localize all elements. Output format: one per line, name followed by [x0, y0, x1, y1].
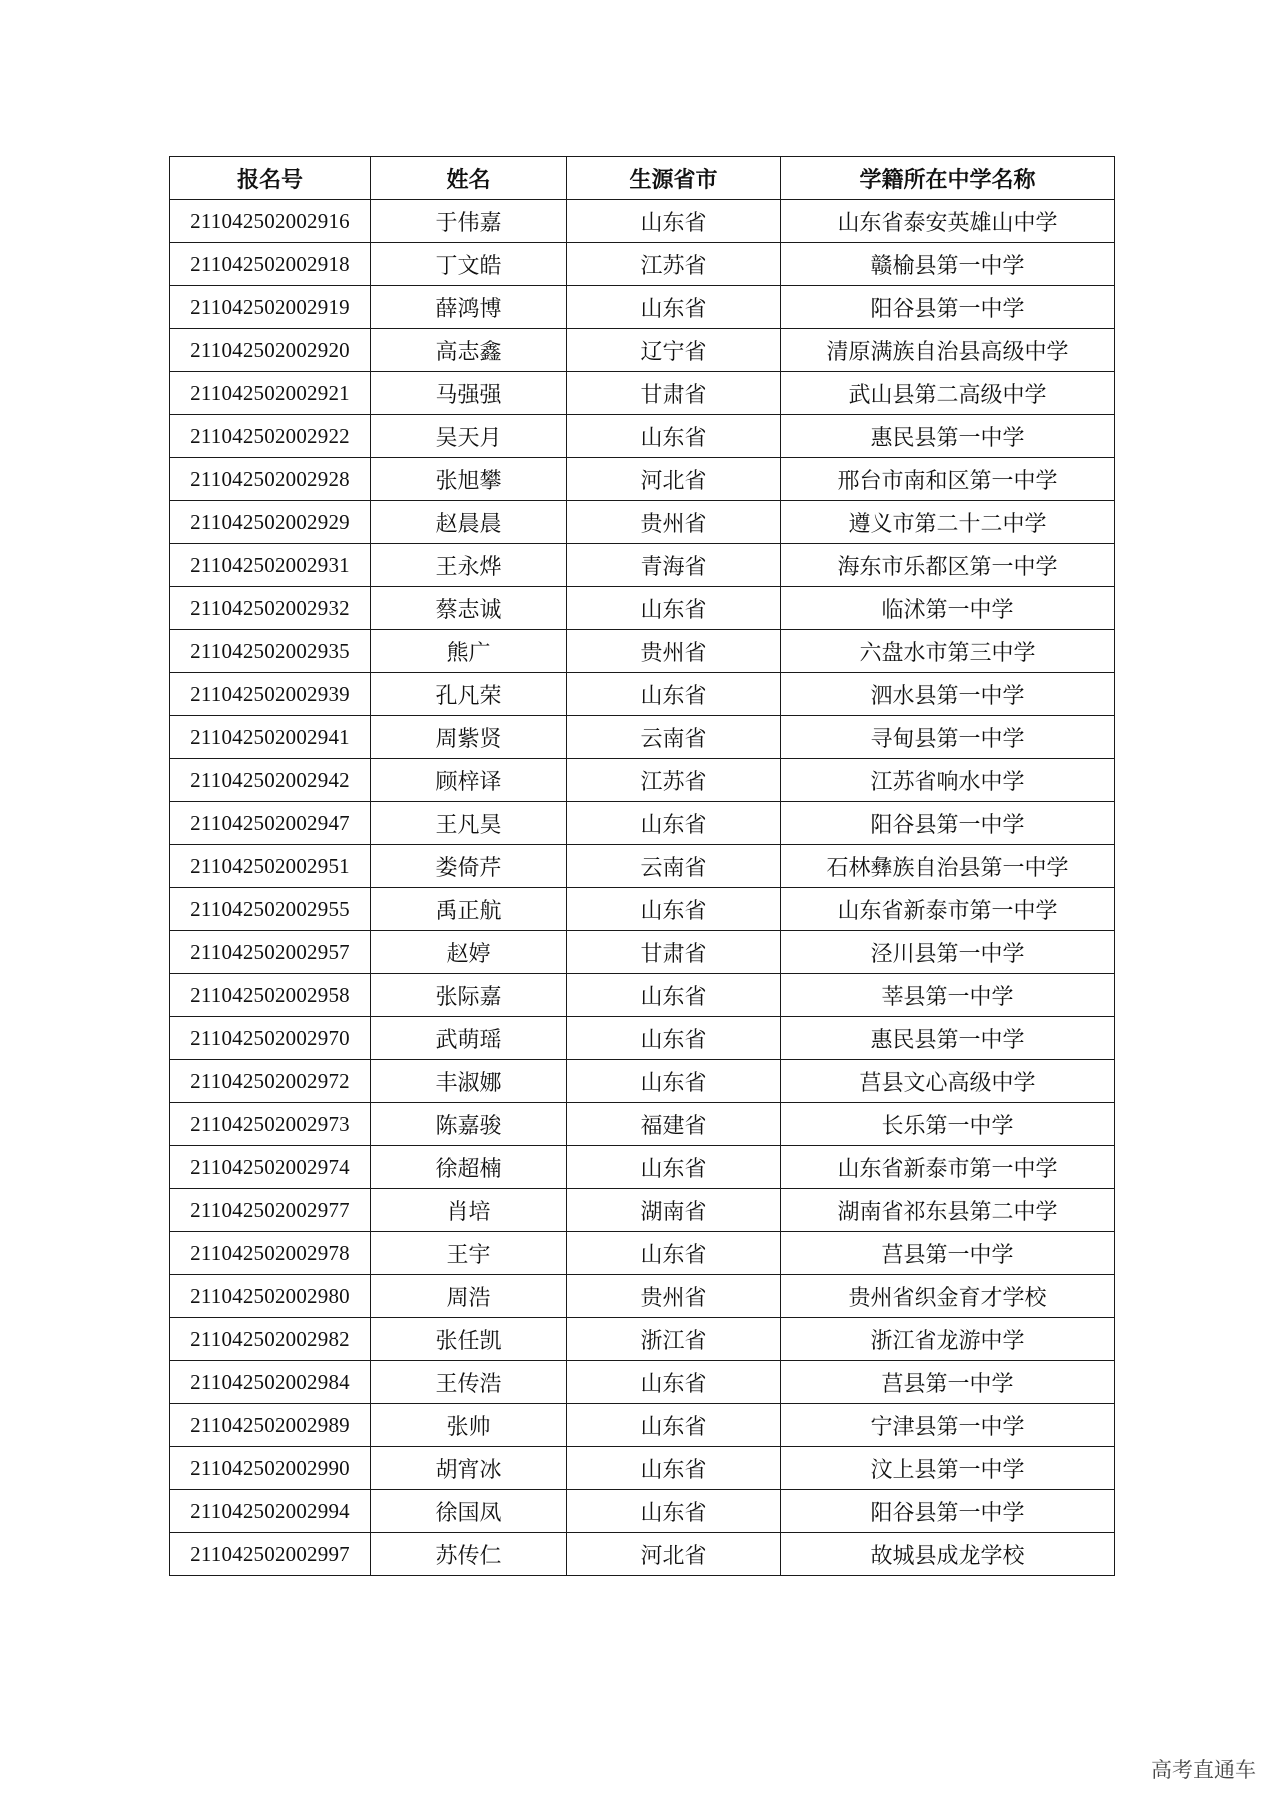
- school-cell: 武山县第二高级中学: [781, 372, 1115, 415]
- school-cell: 山东省新泰市第一中学: [781, 888, 1115, 931]
- province-cell: 山东省: [567, 200, 781, 243]
- province-cell: 福建省: [567, 1103, 781, 1146]
- registration-number-cell: 211042502002989: [170, 1404, 371, 1447]
- registration-number-cell: 211042502002935: [170, 630, 371, 673]
- province-cell: 河北省: [567, 1533, 781, 1576]
- registration-number-cell: 211042502002918: [170, 243, 371, 286]
- school-cell: 海东市乐都区第一中学: [781, 544, 1115, 587]
- table-row: [170, 888, 1115, 931]
- name-cell: 王永烨: [371, 544, 567, 587]
- registration-number-cell: 211042502002941: [170, 716, 371, 759]
- province-cell: 山东省: [567, 286, 781, 329]
- school-cell: 故城县成龙学校: [781, 1533, 1115, 1576]
- table-row: [170, 544, 1115, 587]
- table-row: [170, 845, 1115, 888]
- registration-number-cell: 211042502002958: [170, 974, 371, 1017]
- name-cell: 徐超楠: [371, 1146, 567, 1189]
- table-row: [170, 1447, 1115, 1490]
- school-cell: 贵州省织金育才学校: [781, 1275, 1115, 1318]
- registration-number-cell: 211042502002932: [170, 587, 371, 630]
- province-cell: 山东省: [567, 888, 781, 931]
- province-cell: 江苏省: [567, 759, 781, 802]
- school-cell: 江苏省响水中学: [781, 759, 1115, 802]
- registration-number-cell: 211042502002972: [170, 1060, 371, 1103]
- province-cell: 云南省: [567, 716, 781, 759]
- province-cell: 贵州省: [567, 630, 781, 673]
- table-row: [170, 716, 1115, 759]
- table-row: [170, 802, 1115, 845]
- table-body: [170, 200, 1115, 1576]
- table-row: [170, 501, 1115, 544]
- name-cell: 王传浩: [371, 1361, 567, 1404]
- registration-number-cell: 211042502002973: [170, 1103, 371, 1146]
- registration-number-cell: 211042502002922: [170, 415, 371, 458]
- school-cell: 惠民县第一中学: [781, 1017, 1115, 1060]
- province-cell: 山东省: [567, 1361, 781, 1404]
- province-cell: 青海省: [567, 544, 781, 587]
- table-row: [170, 1404, 1115, 1447]
- registration-number-cell: 211042502002921: [170, 372, 371, 415]
- registration-number-cell: 211042502002951: [170, 845, 371, 888]
- table-row: [170, 458, 1115, 501]
- name-cell: 肖培: [371, 1189, 567, 1232]
- name-cell: 王宇: [371, 1232, 567, 1275]
- registration-number-cell: 211042502002928: [170, 458, 371, 501]
- province-cell: 江苏省: [567, 243, 781, 286]
- table-row: [170, 931, 1115, 974]
- registration-number-cell: 211042502002978: [170, 1232, 371, 1275]
- name-cell: 赵婷: [371, 931, 567, 974]
- school-cell: 山东省新泰市第一中学: [781, 1146, 1115, 1189]
- registration-number-cell: 211042502002990: [170, 1447, 371, 1490]
- school-cell: 邢台市南和区第一中学: [781, 458, 1115, 501]
- province-cell: 山东省: [567, 1447, 781, 1490]
- name-cell: 徐国凤: [371, 1490, 567, 1533]
- province-cell: 山东省: [567, 1060, 781, 1103]
- province-cell: 甘肃省: [567, 931, 781, 974]
- table-row: [170, 1103, 1115, 1146]
- header-name: 姓名: [371, 157, 567, 200]
- registration-number-cell: 211042502002931: [170, 544, 371, 587]
- name-cell: 丁文皓: [371, 243, 567, 286]
- name-cell: 武萌瑶: [371, 1017, 567, 1060]
- name-cell: 顾梓译: [371, 759, 567, 802]
- school-cell: 石林彝族自治县第一中学: [781, 845, 1115, 888]
- name-cell: 蔡志诚: [371, 587, 567, 630]
- name-cell: 娄倚芹: [371, 845, 567, 888]
- registration-number-cell: 211042502002947: [170, 802, 371, 845]
- registration-number-cell: 211042502002942: [170, 759, 371, 802]
- table-row: [170, 243, 1115, 286]
- name-cell: 孔凡荣: [371, 673, 567, 716]
- province-cell: 山东省: [567, 673, 781, 716]
- name-cell: 张际嘉: [371, 974, 567, 1017]
- school-cell: 莘县第一中学: [781, 974, 1115, 1017]
- table-row: [170, 630, 1115, 673]
- table-row: [170, 286, 1115, 329]
- province-cell: 辽宁省: [567, 329, 781, 372]
- province-cell: 贵州省: [567, 501, 781, 544]
- name-cell: 赵晨晨: [371, 501, 567, 544]
- registration-number-cell: 211042502002957: [170, 931, 371, 974]
- school-cell: 莒县文心高级中学: [781, 1060, 1115, 1103]
- registration-number-cell: 211042502002977: [170, 1189, 371, 1232]
- school-cell: 泗水县第一中学: [781, 673, 1115, 716]
- table-row: [170, 1275, 1115, 1318]
- table-row: [170, 587, 1115, 630]
- name-cell: 胡宵冰: [371, 1447, 567, 1490]
- registration-number-cell: 211042502002980: [170, 1275, 371, 1318]
- school-cell: 阳谷县第一中学: [781, 286, 1115, 329]
- table-row: [170, 1533, 1115, 1576]
- province-cell: 湖南省: [567, 1189, 781, 1232]
- school-cell: 莒县第一中学: [781, 1361, 1115, 1404]
- school-cell: 泾川县第一中学: [781, 931, 1115, 974]
- school-cell: 清原满族自治县高级中学: [781, 329, 1115, 372]
- table-row: [170, 1060, 1115, 1103]
- table-row: [170, 200, 1115, 243]
- header-province: 生源省市: [567, 157, 781, 200]
- school-cell: 赣榆县第一中学: [781, 243, 1115, 286]
- registration-number-cell: 211042502002929: [170, 501, 371, 544]
- school-cell: 六盘水市第三中学: [781, 630, 1115, 673]
- name-cell: 高志鑫: [371, 329, 567, 372]
- province-cell: 河北省: [567, 458, 781, 501]
- registration-number-cell: 211042502002974: [170, 1146, 371, 1189]
- name-cell: 丰淑娜: [371, 1060, 567, 1103]
- school-cell: 宁津县第一中学: [781, 1404, 1115, 1447]
- name-cell: 周紫贤: [371, 716, 567, 759]
- school-cell: 临沭第一中学: [781, 587, 1115, 630]
- table-row: [170, 1189, 1115, 1232]
- student-table: [169, 156, 1115, 1576]
- name-cell: 马强强: [371, 372, 567, 415]
- province-cell: 甘肃省: [567, 372, 781, 415]
- province-cell: 山东省: [567, 974, 781, 1017]
- name-cell: 张帅: [371, 1404, 567, 1447]
- school-cell: 阳谷县第一中学: [781, 802, 1115, 845]
- name-cell: 张旭攀: [371, 458, 567, 501]
- name-cell: 禹正航: [371, 888, 567, 931]
- province-cell: 山东省: [567, 802, 781, 845]
- school-cell: 浙江省龙游中学: [781, 1318, 1115, 1361]
- name-cell: 张任凯: [371, 1318, 567, 1361]
- school-cell: 汶上县第一中学: [781, 1447, 1115, 1490]
- school-cell: 山东省泰安英雄山中学: [781, 200, 1115, 243]
- registration-number-cell: 211042502002920: [170, 329, 371, 372]
- header-registration-number: 报名号: [170, 157, 371, 200]
- school-cell: 湖南省祁东县第二中学: [781, 1189, 1115, 1232]
- registration-number-cell: 211042502002955: [170, 888, 371, 931]
- table-row: [170, 759, 1115, 802]
- table-row: [170, 1361, 1115, 1404]
- registration-number-cell: 211042502002994: [170, 1490, 371, 1533]
- table-header-row: [170, 157, 1115, 200]
- school-cell: 长乐第一中学: [781, 1103, 1115, 1146]
- table-row: [170, 372, 1115, 415]
- table-row: [170, 415, 1115, 458]
- school-cell: 莒县第一中学: [781, 1232, 1115, 1275]
- name-cell: 吴天月: [371, 415, 567, 458]
- watermark-text: 高考直通车: [1151, 1758, 1256, 1782]
- school-cell: 遵义市第二十二中学: [781, 501, 1115, 544]
- name-cell: 王凡昊: [371, 802, 567, 845]
- table-row: [170, 1146, 1115, 1189]
- table-row: [170, 673, 1115, 716]
- province-cell: 山东省: [567, 1017, 781, 1060]
- province-cell: 山东省: [567, 1146, 781, 1189]
- school-cell: 寻甸县第一中学: [781, 716, 1115, 759]
- province-cell: 贵州省: [567, 1275, 781, 1318]
- header-school: 学籍所在中学名称: [781, 157, 1115, 200]
- name-cell: 陈嘉骏: [371, 1103, 567, 1146]
- name-cell: 周浩: [371, 1275, 567, 1318]
- table-row: [170, 329, 1115, 372]
- province-cell: 山东省: [567, 1232, 781, 1275]
- province-cell: 山东省: [567, 1490, 781, 1533]
- registration-number-cell: 211042502002997: [170, 1533, 371, 1576]
- table-row: [170, 1490, 1115, 1533]
- name-cell: 于伟嘉: [371, 200, 567, 243]
- registration-number-cell: 211042502002984: [170, 1361, 371, 1404]
- registration-number-cell: 211042502002916: [170, 200, 371, 243]
- province-cell: 浙江省: [567, 1318, 781, 1361]
- province-cell: 山东省: [567, 1404, 781, 1447]
- school-cell: 阳谷县第一中学: [781, 1490, 1115, 1533]
- registration-number-cell: 211042502002939: [170, 673, 371, 716]
- province-cell: 山东省: [567, 587, 781, 630]
- province-cell: 山东省: [567, 415, 781, 458]
- name-cell: 苏传仁: [371, 1533, 567, 1576]
- table-row: [170, 1017, 1115, 1060]
- table-row: [170, 1318, 1115, 1361]
- name-cell: 薛鸿博: [371, 286, 567, 329]
- table-row: [170, 974, 1115, 1017]
- registration-number-cell: 211042502002970: [170, 1017, 371, 1060]
- school-cell: 惠民县第一中学: [781, 415, 1115, 458]
- name-cell: 熊广: [371, 630, 567, 673]
- registration-number-cell: 211042502002982: [170, 1318, 371, 1361]
- province-cell: 云南省: [567, 845, 781, 888]
- table-row: [170, 1232, 1115, 1275]
- registration-number-cell: 211042502002919: [170, 286, 371, 329]
